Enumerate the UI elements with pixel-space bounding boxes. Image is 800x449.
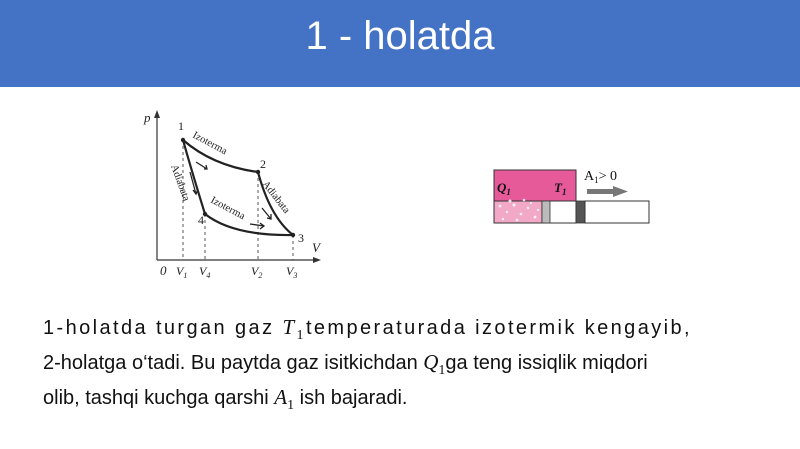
- arrow-bottom: [250, 223, 264, 229]
- explanation-text: [43, 314, 771, 420]
- p-axis-arrow: [154, 110, 160, 118]
- tick-v2: $V_2$: [251, 264, 263, 280]
- adiabat-left-label: Adiabata: [168, 163, 192, 203]
- arrow-top: [196, 162, 207, 169]
- text-line1-b: temperaturada izotermik kengayib,: [305, 317, 692, 339]
- text-line-3: [43, 384, 771, 419]
- point-label-4: 4: [198, 213, 204, 227]
- text-line1-a: 1-holatda turgan gaz: [43, 317, 283, 339]
- tick-v1: $V_1$: [176, 264, 188, 280]
- isotherm-top-label: Izoterma: [190, 129, 229, 158]
- adiabat-4-1: [183, 140, 205, 214]
- p-axis-label: p: [144, 110, 151, 125]
- slide-title: 1 - holatda: [305, 14, 495, 58]
- var-q1: $Q_1$: [423, 350, 446, 379]
- heater-t-label: $T_1$: [554, 180, 567, 197]
- work-arrow-head: [613, 186, 628, 197]
- v-axis-label: V: [312, 240, 320, 255]
- tick-v4: $V_4$: [199, 264, 211, 280]
- arrow-right: [262, 208, 271, 219]
- point-label-3: 3: [298, 231, 304, 245]
- text-line3-a: olib, tashqi kuchga qarshi: [43, 387, 275, 410]
- point-label-2: 2: [260, 157, 266, 171]
- point-3: [291, 233, 295, 237]
- cylinder-extension: [585, 201, 649, 223]
- piston-rod-block: [576, 201, 585, 223]
- heater-cylinder-apparatus: [488, 162, 658, 232]
- text-line-1: [43, 314, 771, 349]
- text-line2-b: ga teng issiqlik miqdori: [445, 352, 648, 375]
- origin-label: 0: [160, 263, 167, 278]
- work-label: $A_1> 0$: [584, 169, 618, 185]
- var-t1: $T_1$: [282, 315, 306, 344]
- text-line-2: [43, 349, 771, 384]
- point-label-1: 1: [178, 119, 184, 133]
- var-a1: $A_1$: [274, 385, 295, 414]
- isotherm-3-4: [205, 214, 293, 235]
- carnot-pv-diagram: [138, 102, 338, 282]
- tick-v3: $V_3$: [286, 264, 298, 280]
- work-arrow-shaft: [587, 189, 613, 194]
- slide-header: [0, 0, 800, 87]
- point-1: [181, 138, 185, 142]
- v-axis-arrow: [313, 257, 321, 263]
- text-line3-b: ish bajaradi.: [294, 387, 408, 410]
- heater-q-label: $Q_1$: [497, 180, 511, 197]
- piston: [542, 201, 550, 223]
- isotherm-bottom-label: Izoterma: [208, 194, 247, 223]
- adiabat-right-label: Adiabata: [259, 179, 292, 216]
- text-line2-a: 2-holatga o‘tadi. Bu paytda gaz isitkichdan: [43, 352, 424, 375]
